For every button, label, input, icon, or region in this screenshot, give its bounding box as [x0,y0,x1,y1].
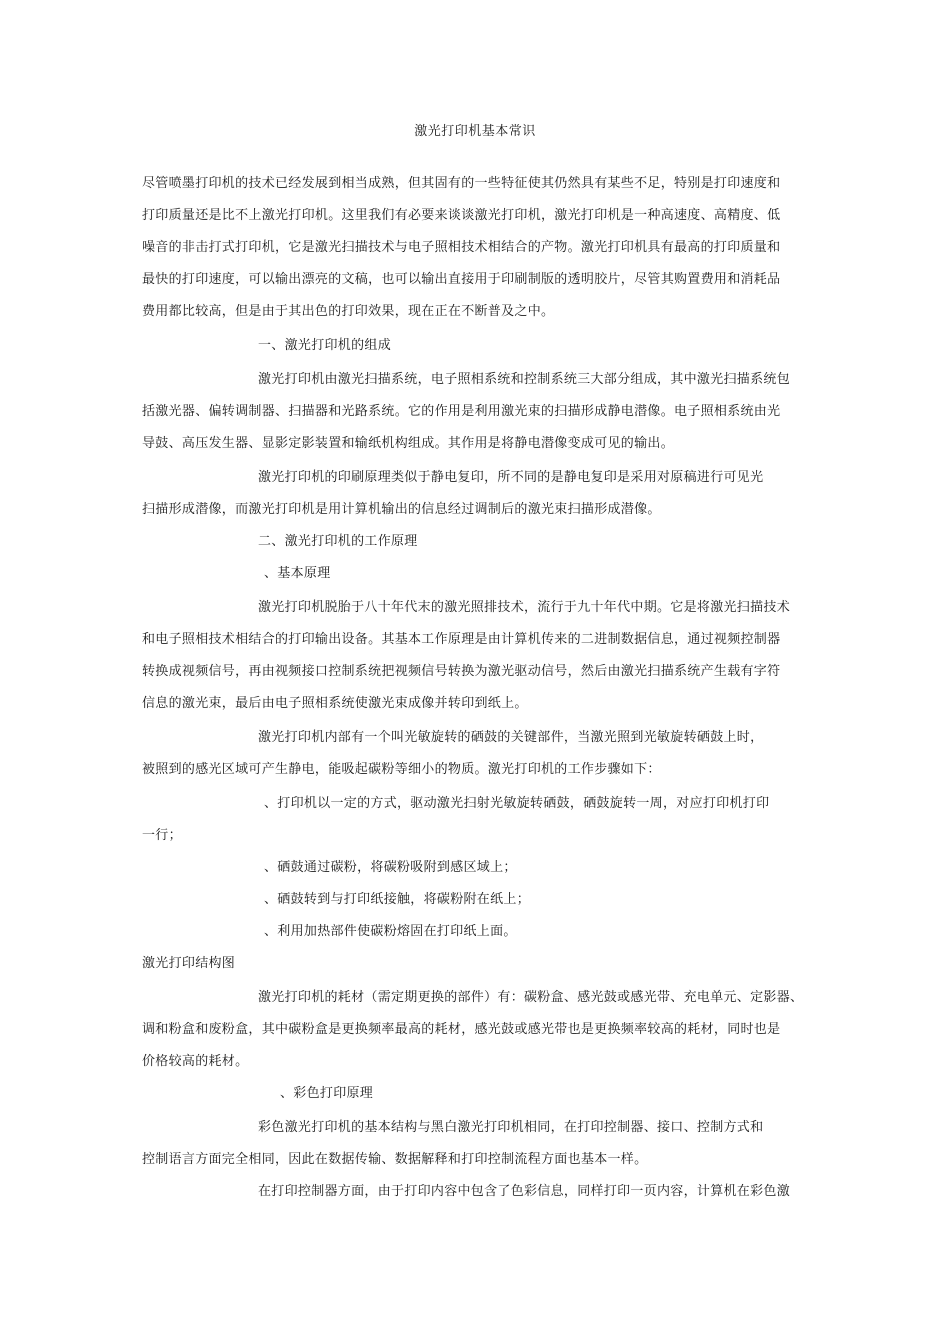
section-heading: 二、激光打印机的工作原理 [258,534,418,549]
paragraph-line: 被照到的感光区域可产生静电，能吸起碳粉等细小的物质。激光打印机的工作步骤如下： [142,762,661,777]
step-item: 、利用加热部件使碳粉熔固在打印纸上面。 [264,924,517,939]
document-title: 激光打印机基本常识 [414,124,536,139]
paragraph-line: 激光打印机由激光扫描系统，电子照相系统和控制系统三大部分组成，其中激光扫描系统包 [258,372,791,387]
paragraph-line: 括激光器、偏转调制器、扫描器和光路系统。它的作用是利用激光束的扫描形成静电潜像。电子照相系统由光 [142,404,781,419]
subsection-heading: 、基本原理 [264,566,331,581]
paragraph-line: 和电子照相技术相结合的打印输出设备。其基本工作原理是由计算机传来的二进制数据信息，通过视频控制器 [142,632,781,647]
paragraph-line: 调和粉盒和废粉盒，其中碳粉盒是更换频率最高的耗材，感光鼓或感光带也是更换频率较高的耗材，同时也是 [142,1022,781,1037]
paragraph-line: 费用都比较高，但是由于其出色的打印效果，现在正在不断普及之中。 [142,304,555,319]
step-item: 、硒鼓通过碳粉，将碳粉吸附到感区域上； [264,860,517,875]
step-item: 、打印机以一定的方式，驱动激光扫射光敏旋转硒鼓，硒鼓旋转一周，对应打印机打印 [264,796,770,811]
paragraph-line: 激光打印机脱胎于八十年代末的激光照排技术，流行于九十年代中期。它是将激光扫描技术 [258,600,791,615]
paragraph-line: 打印质量还是比不上激光打印机。这里我们有必要来谈谈激光打印机，激光打印机是一种高速度、高精度、低 [142,208,781,223]
paragraph-line: 价格较高的耗材。 [142,1054,249,1069]
paragraph-line: 激光打印机的印刷原理类似于静电复印，所不同的是静电复印是采用对原稿进行可见光 [258,470,764,485]
paragraph-line: 扫描形成潜像，而激光打印机是用计算机输出的信息经过调制后的激光束扫描形成潜像。 [142,502,661,517]
paragraph-line: 转换成视频信号，再由视频接口控制系统把视频信号转换为激光驱动信号，然后由激光扫描系统产生载有字符 [142,664,781,679]
paragraph-line: 最快的打印速度，可以输出漂亮的文稿，也可以输出直接用于印刷制版的透明胶片，尽管其购置费用和消耗品 [142,272,781,287]
figure-caption: 激光打印结构图 [142,956,236,971]
paragraph-line: 激光打印机内部有一个叫光敏旋转的硒鼓的关键部件，当激光照到光敏旋转硒鼓上时， [258,730,764,745]
paragraph-line: 彩色激光打印机的基本结构与黑白激光打印机相同，在打印控制器、接口、控制方式和 [258,1120,764,1135]
subsection-heading: 、彩色打印原理 [280,1086,374,1101]
step-item: 、硒鼓转到与打印纸接触，将碳粉附在纸上； [264,892,531,907]
paragraph-line: 尽管喷墨打印机的技术已经发展到相当成熟，但其固有的一些特征使其仍然具有某些不足，特别是打印速度和 [142,176,781,191]
paragraph-line: 在打印控制器方面，由于打印内容中包含了色彩信息，同样打印一页内容，计算机在彩色激 [258,1184,791,1199]
paragraph-line: 一行； [142,828,182,843]
paragraph-line: 导鼓、高压发生器、显影定影装置和输纸机构组成。其作用是将静电潜像变成可见的输出。 [142,436,675,451]
paragraph-line: 激光打印机的耗材（需定期更换的部件）有：碳粉盒、感光鼓或感光带、充电单元、定影器、 [258,990,804,1005]
paragraph-line: 信息的激光束，最后由电子照相系统使激光束成像并转印到纸上。 [142,696,528,711]
section-heading: 一、激光打印机的组成 [258,338,392,353]
paragraph-line: 控制语言方面完全相同，因此在数据传输、数据解释和打印控制流程方面也基本一样。 [142,1152,648,1167]
paragraph-line: 噪音的非击打式打印机，它是激光扫描技术与电子照相技术相结合的产物。激光打印机具有最高的打印质量和 [142,240,781,255]
